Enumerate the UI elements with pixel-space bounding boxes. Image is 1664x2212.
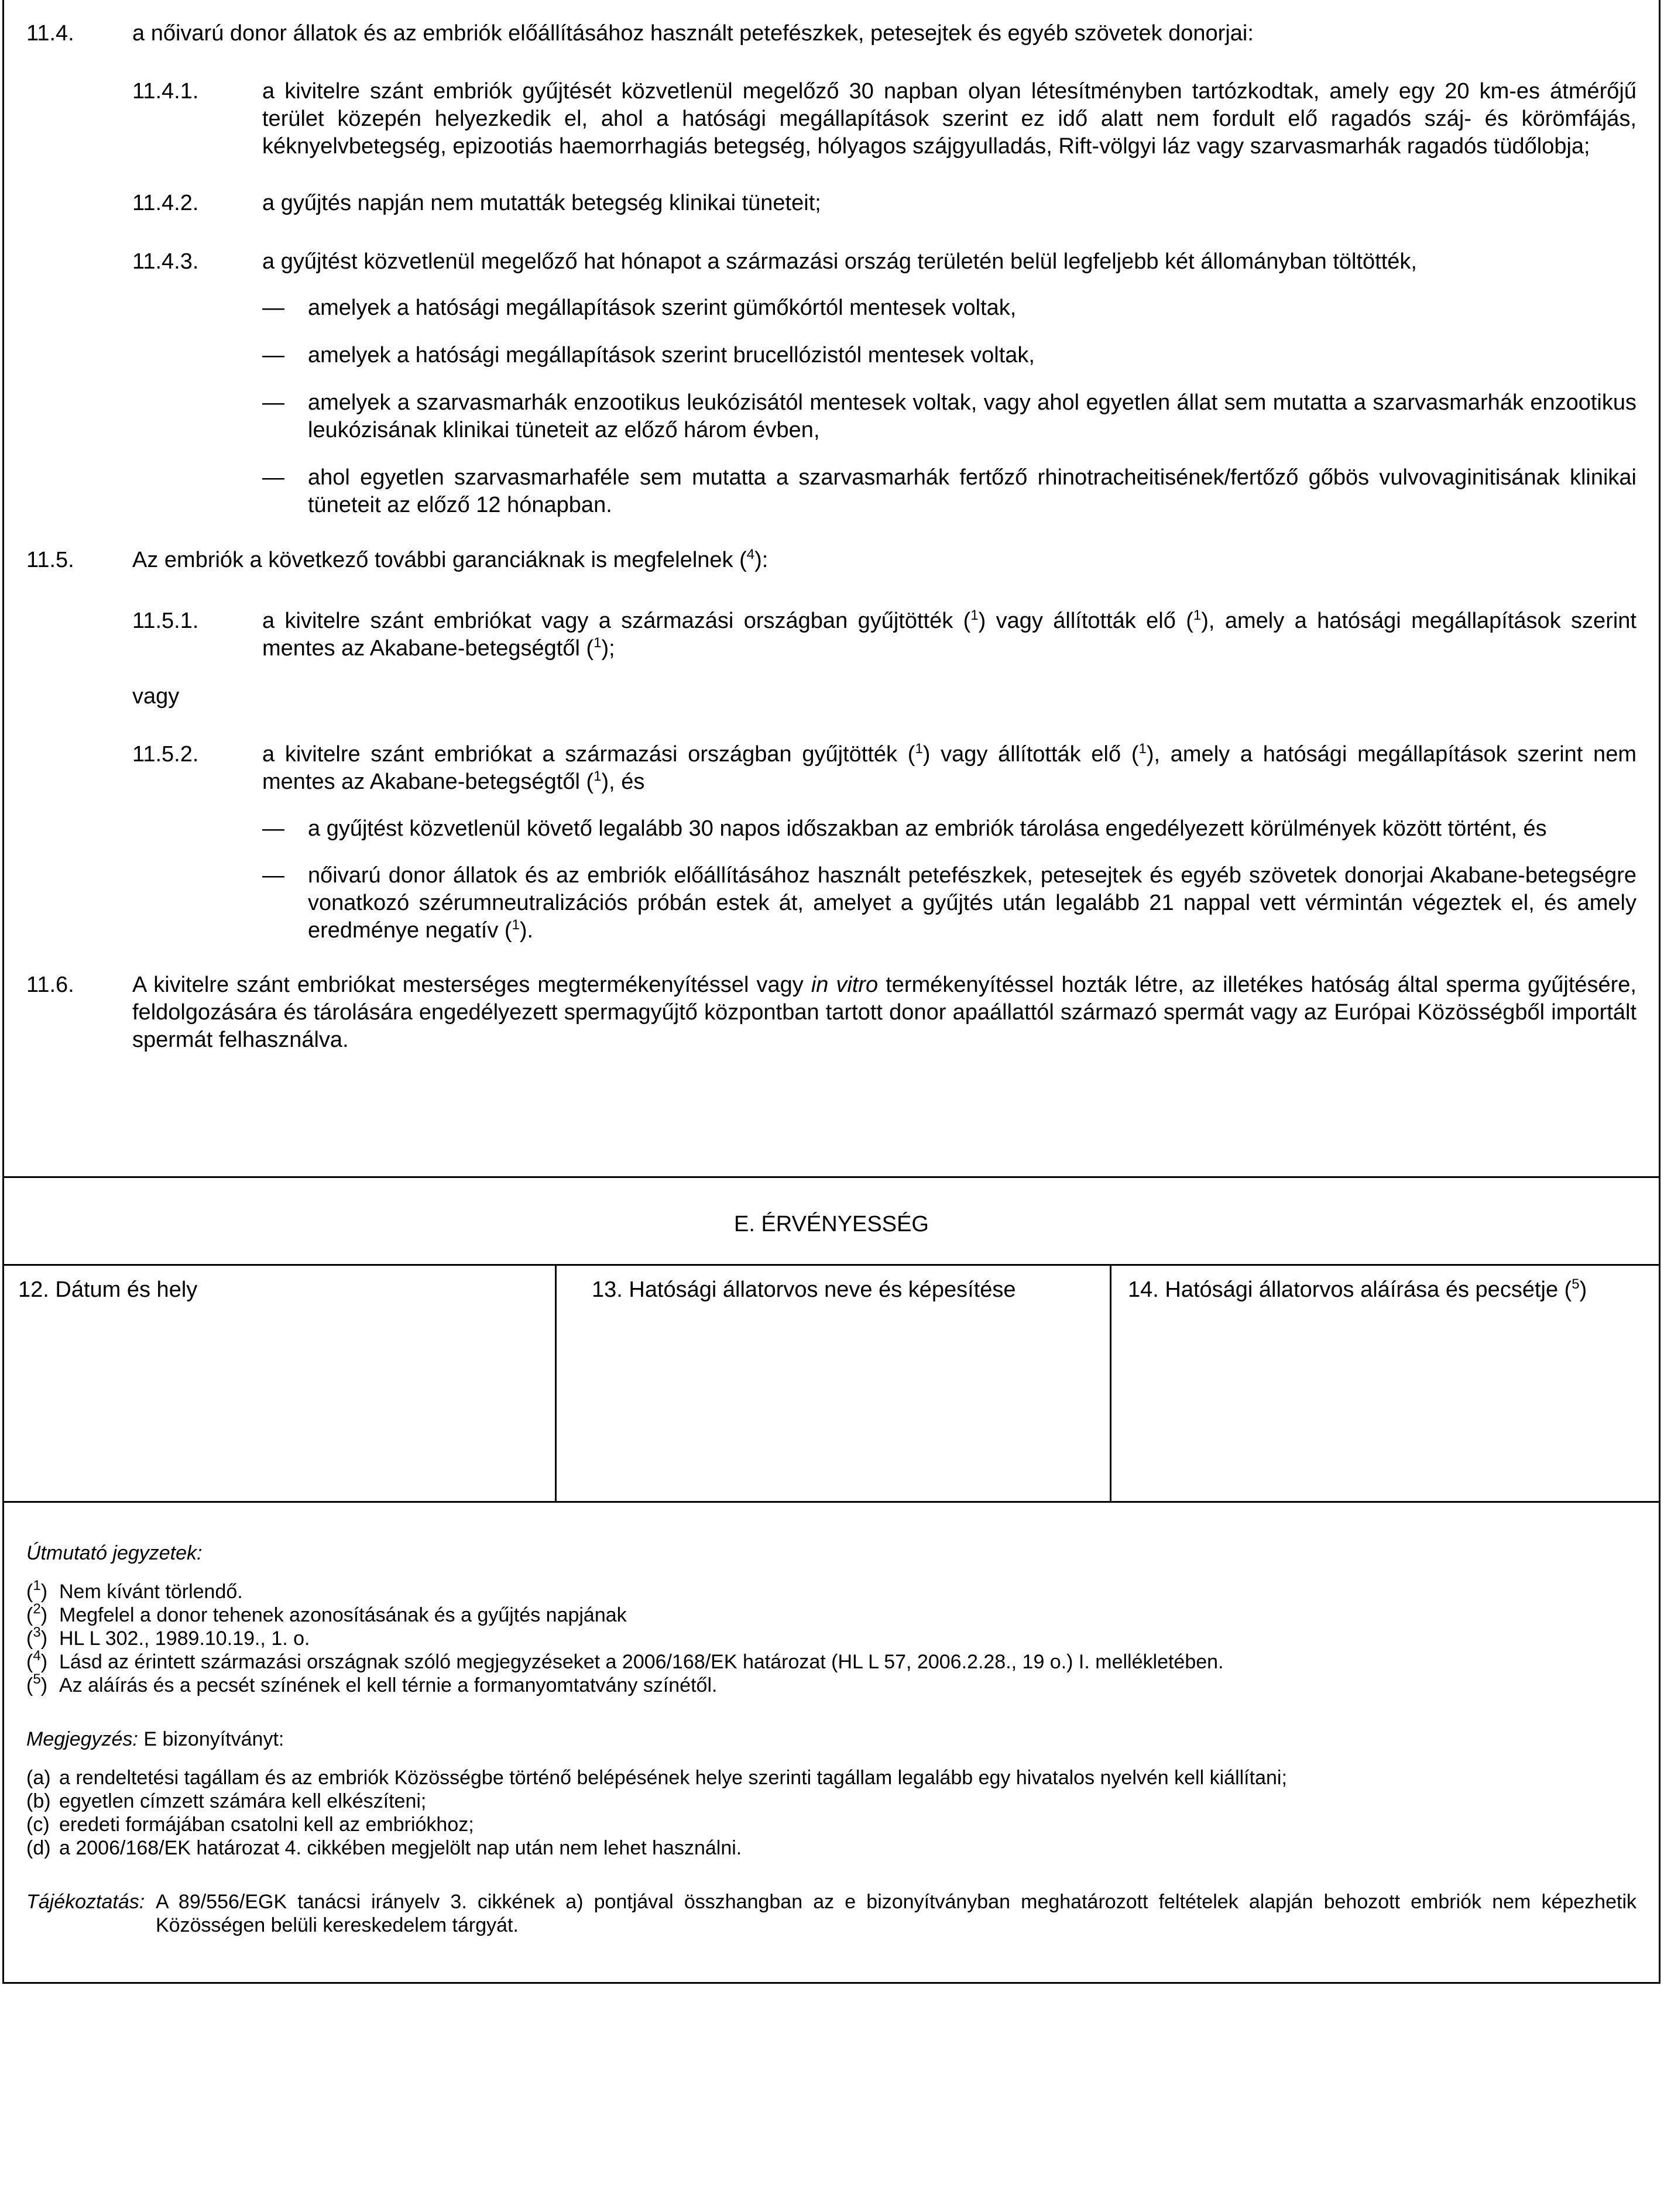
paragraph-number: 11.4.3.	[132, 249, 199, 274]
paragraph-text: a kivitelre szánt embriók gyűjtését közvetlenül megelőző 30 napban olyan létesítményben tartózkodtak, amely egy 20 km-es átmérőjű terület közepén helyezkedik el, ahol a hatósági megállapítások szerint ez idő alatt nem fordult elő ragadós száj- és körömfájás, kéknyelvbetegség, epizootiás haemorrhagiás betegség, hólyagos szájgyulladás, Rift-völgyi láz vagy szarvasmarhák ragadós tüdőlobja;	[262, 79, 1636, 159]
notes-title: Útmutató jegyzetek:	[26, 1542, 203, 1564]
cell-label: 13. Hatósági állatorvos neve és képesítése	[592, 1277, 1016, 1302]
paragraph-text: a nőivarú donor állatok és az embriók előállításához használt petefészkek, petesejtek és egyéb szövetek donorjai:	[132, 21, 1254, 46]
dash-mark: —	[262, 343, 284, 367]
vet-name-cell	[557, 1266, 1111, 1501]
footnote: ($^5$) Az aláírás és a pecsét színének el kell térnie a formanyomtatvány színétől.	[26, 1671, 718, 1696]
footnote-ref: 4	[746, 547, 755, 562]
paragraph-11-5-2	[132, 741, 1636, 796]
dash-mark: —	[262, 816, 284, 841]
dash-text: amelyek a szarvasmarhák enzootikus leukózisától mentesek voltak, vagy ahol egyetlen állat sem mutatta a szarvasmarhák enzootikus leukózisának klinikai tüneteit az előző három évben,	[308, 390, 1636, 442]
paragraph-number: 11.4.2.	[132, 191, 199, 215]
dash-mark: —	[262, 863, 284, 888]
dash-item	[262, 389, 1636, 444]
dash-mark: —	[262, 390, 284, 415]
dash-item	[262, 862, 1636, 944]
dash-text: ahol egyetlen szarvasmarhaféle sem mutatta a szarvasmarhák fertőző rhinotracheitisének/fertőző gőbös vulvovaginitisának klinikai tüneteit az előző 12 hónapban.	[308, 465, 1636, 517]
footnote: ($^2$) Megfelel a donor tehenek azonosításának és a gyűjtés napjának	[26, 1601, 627, 1626]
or-separator: vagy	[132, 684, 180, 709]
guidance-notes	[4, 1501, 1659, 1982]
paragraph-number: 11.5.2.	[132, 742, 199, 767]
remark-item: (a) a rendeltetési tagállam és az embriók Közösségbe történő belépésének helye szerinti tagállam legalább egy hivatalos nyelvén kell kiállítani;	[26, 1767, 1287, 1789]
footnote: ($^3$) HL L 302., 1989.10.19., 1. o.	[26, 1624, 310, 1650]
remark-item: (d) a 2006/168/EK határozat 4. cikkében megjelölt nap után nem lehet használni.	[26, 1837, 742, 1859]
remark-item: (b) egyetlen címzett számára kell elkészíteni;	[26, 1790, 427, 1812]
paragraph-11-6	[26, 971, 1636, 1054]
vet-signature-cell	[1111, 1266, 1659, 1501]
paragraph-11-5-1	[132, 607, 1636, 662]
paragraph-11-5	[26, 547, 1636, 574]
dash-item	[262, 294, 1636, 322]
information-note: Tájékoztatás: A 89/556/EGK tanácsi irányelv 3. cikkének a) pontjával összhangban az e bizonyítványban meghatározott feltételek alapján behozott embriók nem képezhetik Közösségen belüli kereskedelem tárgyát.	[26, 1891, 1636, 1936]
dash-item	[262, 815, 1636, 843]
dash-item	[262, 464, 1636, 519]
paragraph-11-4-3	[132, 248, 1636, 276]
section-title: E. ÉRVÉNYESSÉG	[734, 1212, 929, 1236]
paragraph-11-4-1	[132, 78, 1636, 160]
date-place-cell	[4, 1266, 557, 1501]
paragraph-number: 11.5.	[26, 548, 74, 572]
signature-table	[4, 1264, 1659, 1501]
paragraph-11-4-2	[132, 190, 1636, 217]
paragraph-number: 11.4.1.	[132, 79, 199, 104]
footnote: ($^4$) Lásd az érintett származási országnak szóló megjegyzéseket a 2006/168/EK határozat (HL L 57, 2006.2.28., 19 o.) I. mellékletében.	[26, 1648, 1224, 1673]
dash-item	[262, 342, 1636, 369]
paragraph-number: 11.4.	[26, 21, 74, 46]
paragraph-text: a kivitelre szánt embriókat vagy a származási országban gyűjtötték ($^1$) vagy állították elő ($^1$), amely a hatósági megállapítások szerint mentes az Akabane-betegségtől ($^1$);	[262, 607, 1636, 661]
remark: Megjegyzés: E bizonyítványt:	[26, 1728, 284, 1750]
section-e-validity	[4, 1176, 1659, 1264]
paragraph-text: a gyűjtés napján nem mutatták betegség klinikai tüneteit;	[262, 191, 821, 215]
footnote: ($^1$) Nem kívánt törlendő.	[26, 1578, 243, 1603]
section-11	[4, 0, 1659, 1176]
paragraph-number: 11.5.1.	[132, 609, 199, 633]
paragraph-number: 11.6.	[26, 973, 74, 997]
dash-mark: —	[262, 465, 284, 490]
paragraph-text: Az embriók a következő további garanciáknak is megfelelnek ($^4$):	[132, 547, 768, 572]
dash-text: a gyűjtést közvetlenül követő legalább 30 napos időszakban az embriók tárolása engedélyezett körülmények között történt, és	[308, 816, 1547, 841]
cell-label: 14. Hatósági állatorvos aláírása és pecsétje ($^5$)	[1128, 1276, 1587, 1302]
paragraph-text: a kivitelre szánt embriókat a származási országban gyűjtötték ($^1$) vagy állították elő ($^1$), amely a hatósági megállapítások szerint nem mentes az Akabane-betegségtől ($^1$), és	[262, 741, 1636, 794]
certificate-frame	[2, 0, 1660, 1984]
remark-item: (c) eredeti formájában csatolni kell az embriókhoz;	[26, 1813, 474, 1836]
dash-mark: —	[262, 296, 284, 320]
paragraph-11-4	[26, 20, 1636, 47]
dash-text: amelyek a hatósági megállapítások szerint gümőkórtól mentesek voltak,	[308, 296, 1017, 320]
paragraph-text: A kivitelre szánt embriókat mesterséges megtermékenyítéssel vagy in vitro termékenyítéssel hozták létre, az illetékes hatóság által sperma gyűjtésére, feldolgozására és tárolására engedélyezett spermagyűjtő központban tartott donor apaállattól származó spermát vagy az Európai Közösségből importált spermát felhasználva.	[132, 973, 1636, 1052]
cell-label: 12. Dátum és hely	[18, 1277, 198, 1302]
paragraph-text: a gyűjtést közvetlenül megelőző hat hónapot a származási ország területén belül legfeljebb két állományban töltötték,	[262, 249, 1417, 274]
dash-text: amelyek a hatósági megállapítások szerint brucellózistól mentesek voltak,	[308, 343, 1035, 367]
dash-text: nőivarú donor állatok és az embriók előállításához használt petefészkek, petesejtek és egyéb szövetek donorjai Akabane-betegségre vonatkozó szérumneutralizációs próbán estek át, amelyet a gyűjtés után legalább 21 nappal vett vérmintán végeztek el, és amely eredménye negatív ($^1$).	[308, 863, 1636, 943]
